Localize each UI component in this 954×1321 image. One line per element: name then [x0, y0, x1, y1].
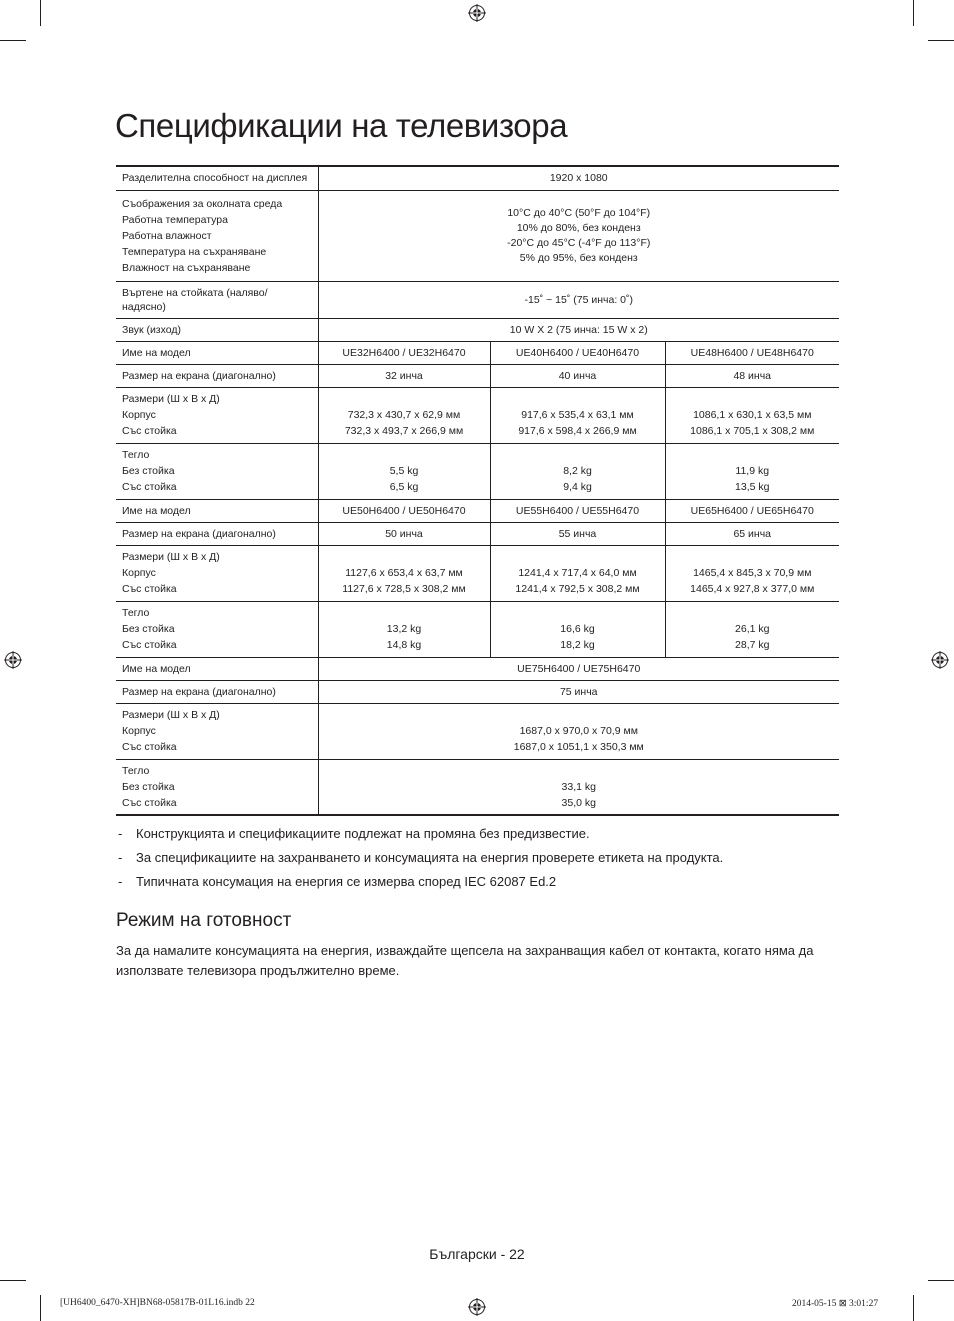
table-row: [116, 499, 839, 522]
row-value: -15˚ ~ 15˚ (75 инча: 0˚): [318, 281, 839, 318]
notes-list: [116, 825, 836, 897]
row-label: Размер на екрана (диагонално): [116, 364, 318, 387]
row-label: Размери (Ш x В x Д) Корпус Със стойка: [116, 387, 318, 443]
registration-mark-icon: [4, 651, 22, 669]
row-label: Тегло Без стойка Със стойка: [116, 759, 318, 815]
weight-cell: 26,1 kg 28,7 kg: [665, 601, 839, 657]
dimensions-cell: 917,6 x 535,4 x 63,1 мм 917,6 x 598,4 x 266,9 мм: [490, 387, 665, 443]
model-cell: UE50H6400 / UE50H6470: [318, 499, 490, 522]
row-label: Размер на екрана (диагонално): [116, 680, 318, 703]
section-heading: Режим на готовност: [116, 910, 292, 931]
registration-mark-icon: [468, 4, 486, 22]
crop-mark: [928, 40, 954, 41]
table-row: [116, 759, 839, 815]
model-cell: UE55H6400 / UE55H6470: [490, 499, 665, 522]
dimensions-cell: 1086,1 x 630,1 x 63,5 мм 1086,1 x 705,1 x 308,2 мм: [665, 387, 839, 443]
page-title: Спецификации на телевизора: [115, 107, 568, 144]
table-row: [116, 281, 839, 318]
size-cell: 40 инча: [490, 364, 665, 387]
row-label: Име на модел: [116, 499, 318, 522]
size-cell: 48 инча: [665, 364, 839, 387]
table-row: [116, 166, 839, 190]
crop-mark: [0, 1280, 26, 1281]
dimensions-cell: 1127,6 x 653,4 x 63,7 мм 1127,6 x 728,5 x 308,2 мм: [318, 545, 490, 601]
note-marker: -: [118, 874, 123, 889]
row-label: Съображения за околната среда Работна температура Работна влажност Температура на съхраняване Влажност на съхраняване: [116, 190, 318, 281]
note-marker: -: [118, 826, 123, 841]
weight-cell: 16,6 kg 18,2 kg: [490, 601, 665, 657]
table-row: [116, 387, 839, 443]
table-row: [116, 341, 839, 364]
table-row: [116, 545, 839, 601]
note-item: [116, 825, 836, 849]
row-label: Размери (Ш x В x Д) Корпус Със стойка: [116, 703, 318, 759]
row-value: 1920 x 1080: [318, 166, 839, 190]
row-label: Размер на екрана (диагонално): [116, 522, 318, 545]
size-cell: 55 инча: [490, 522, 665, 545]
row-label: Тегло Без стойка Със стойка: [116, 601, 318, 657]
row-value: 10°C до 40°C (50°F до 104°F) 10% до 80%, без конденз -20°C до 45°C (-4°F до 113°F) 5% до 95%, без конденз: [318, 190, 839, 281]
size-cell: 65 инча: [665, 522, 839, 545]
row-label: Тегло Без стойка Със стойка: [116, 443, 318, 499]
row-label: Размери (Ш x В x Д) Корпус Със стойка: [116, 545, 318, 601]
registration-mark-icon: [931, 651, 949, 669]
print-slug-date: 2014-05-15 ⊠ 3:01:27: [792, 1299, 879, 1309]
table-row: [116, 522, 839, 545]
table-row: [116, 443, 839, 499]
model-cell: UE48H6400 / UE48H6470: [665, 341, 839, 364]
row-label: Въртене на стойката (наляво/ надясно): [116, 281, 318, 318]
crop-mark: [40, 0, 41, 26]
model-cell: UE40H6400 / UE40H6470: [490, 341, 665, 364]
table-row: [116, 680, 839, 703]
standby-paragraph: За да намалите консумацията на енергия, изваждайте щепсела на захранващия кабел от контакта, когато няма да използвате телевизора продължително време.: [116, 943, 814, 978]
dimensions-cell: 1687,0 x 970,0 x 70,9 мм 1687,0 x 1051,1 x 350,3 мм: [318, 703, 839, 759]
row-value: 10 W X 2 (75 инча: 15 W x 2): [318, 318, 839, 341]
crop-mark: [913, 0, 914, 26]
table-row: [116, 657, 839, 680]
note-text: Конструкцията и спецификациите подлежат на промяна без предизвестие.: [136, 826, 590, 841]
note-marker: -: [118, 850, 123, 865]
model-cell: UE65H6400 / UE65H6470: [665, 499, 839, 522]
row-label: Име на модел: [116, 341, 318, 364]
weight-cell: 5,5 kg 6,5 kg: [318, 443, 490, 499]
note-item: [116, 873, 836, 897]
note-text: Типичната консумация на енергия се измерва според IEC 62087 Ed.2: [136, 874, 557, 889]
size-cell: 75 инча: [318, 680, 839, 703]
row-label: Звук (изход): [116, 318, 318, 341]
weight-cell: 13,2 kg 14,8 kg: [318, 601, 490, 657]
print-slug-file: [UH6400_6470-XH]BN68-05817B-01L16.indb 22: [60, 1298, 255, 1308]
model-cell: UE75H6400 / UE75H6470: [318, 657, 839, 680]
crop-mark: [913, 1295, 914, 1321]
row-label: Разделителна способност на дисплея: [116, 166, 318, 190]
crop-mark: [0, 40, 26, 41]
spec-table: [116, 165, 839, 816]
crop-mark: [928, 1280, 954, 1281]
weight-cell: 11,9 kg 13,5 kg: [665, 443, 839, 499]
weight-cell: 8,2 kg 9,4 kg: [490, 443, 665, 499]
model-cell: UE32H6400 / UE32H6470: [318, 341, 490, 364]
dimensions-cell: 732,3 x 430,7 x 62,9 мм 732,3 x 493,7 x 266,9 мм: [318, 387, 490, 443]
crop-mark: [40, 1295, 41, 1321]
page-number: Български - 22: [429, 1246, 525, 1262]
note-text: За спецификациите на захранването и консумацията на енергия проверете етикета на продукта.: [136, 850, 724, 865]
registration-mark-icon: [468, 1298, 486, 1316]
table-row: [116, 190, 839, 281]
weight-cell: 33,1 kg 35,0 kg: [318, 759, 839, 815]
row-label: Име на модел: [116, 657, 318, 680]
table-row: [116, 601, 839, 657]
table-row: [116, 318, 839, 341]
note-item: [116, 849, 836, 873]
table-row: [116, 364, 839, 387]
table-row: [116, 703, 839, 759]
size-cell: 32 инча: [318, 364, 490, 387]
dimensions-cell: 1465,4 x 845,3 x 70,9 мм 1465,4 x 927,8 x 377,0 мм: [665, 545, 839, 601]
size-cell: 50 инча: [318, 522, 490, 545]
dimensions-cell: 1241,4 x 717,4 x 64,0 мм 1241,4 x 792,5 x 308,2 мм: [490, 545, 665, 601]
